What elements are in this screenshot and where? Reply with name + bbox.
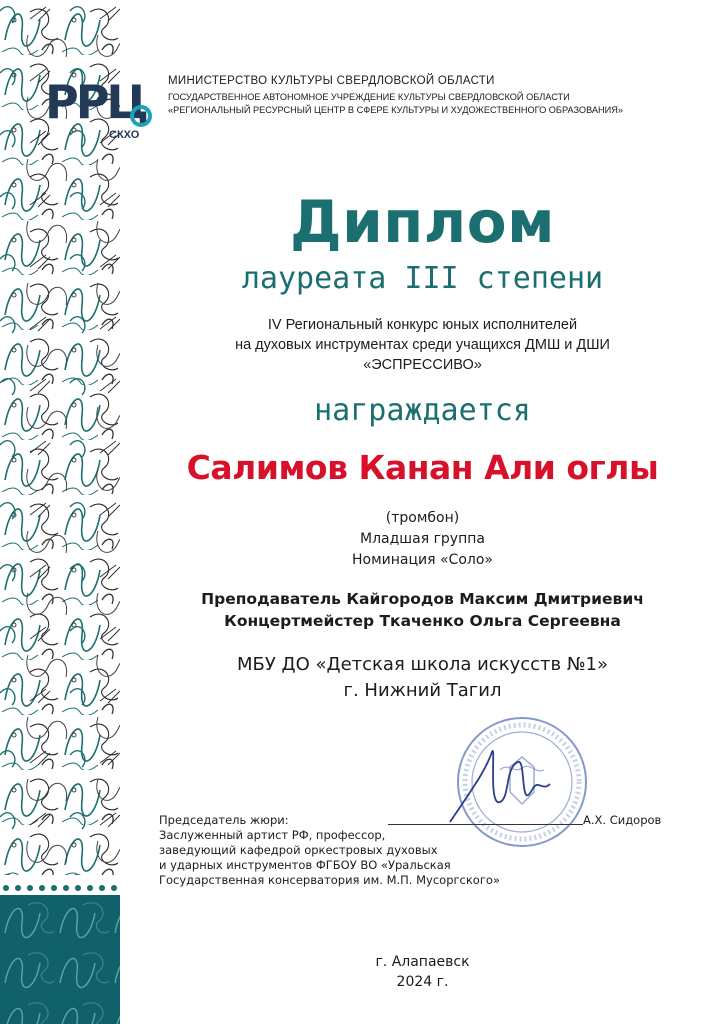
staff	[120, 588, 725, 632]
footer-year: 2024 г.	[396, 974, 449, 990]
teal-calligraphy-icon	[0, 895, 120, 1024]
footer	[120, 952, 725, 992]
diploma-title: Диплом	[289, 188, 556, 256]
jury-line4: и ударных инструментов ФГБОУ ВО «Уральская	[159, 858, 451, 872]
awarded-label: награждается	[314, 393, 531, 428]
ministry-name: МИНИСТЕРСТВО КУЛЬТУРЫ СВЕРДЛОВСКОЙ ОБЛАСТИ	[168, 75, 495, 87]
logo-sub: СКХО	[109, 129, 140, 141]
contest-line1: IV Региональный конкурс юных исполнителей	[267, 317, 578, 333]
teal-pattern-block	[0, 895, 120, 1024]
jury-chair	[159, 813, 579, 888]
footer-city: г. Алапаевск	[375, 954, 470, 970]
jury-signer: А.Х. Сидоров	[583, 813, 662, 827]
recipient-name: Салимов Канан Али оглы	[186, 448, 659, 487]
rrc-logo-icon	[45, 70, 160, 142]
dots-icon	[0, 882, 120, 894]
recipient-details	[120, 508, 725, 571]
institution-line1: ГОСУДАРСТВЕННОЕ АВТОНОМНОЕ УЧРЕЖДЕНИЕ КУЛЬТУРЫ СВЕРДЛОВСКОЙ ОБЛАСТИ	[168, 92, 570, 102]
teacher: Преподаватель Кайгородов Максим Дмитриевич	[201, 590, 644, 608]
header	[168, 75, 708, 117]
school	[120, 652, 725, 704]
contest-line2: на духовых инструментах среди учащихся ДМШ и ДШИ	[235, 337, 610, 353]
recipient-nomination: Номинация «Соло»	[352, 552, 493, 568]
dots-divider	[0, 879, 120, 891]
accompanist: Концертмейстер Ткаченко Ольга Сергеевна	[224, 612, 621, 630]
diploma-subtitle: лауреата III степени	[241, 261, 604, 296]
rrc-logo	[45, 70, 160, 142]
school-city: г. Нижний Тагил	[343, 680, 502, 701]
school-name: МБУ ДО «Детская школа искусств №1»	[236, 654, 609, 675]
logo-mark: РРЦ	[45, 75, 147, 129]
jury-line3: заведующий кафедрой оркестровых духовых	[159, 843, 438, 857]
institution-line2: «РЕГИОНАЛЬНЫЙ РЕСУРСНЫЙ ЦЕНТР В СФЕРЕ КУЛЬТУРЫ И ХУДОЖЕСТВЕННОГО ОБРАЗОВАНИЯ»	[168, 105, 624, 115]
recipient-instrument: (тромбон)	[385, 510, 460, 526]
jury-line1: Председатель жюри:	[159, 813, 289, 827]
contest-line3: «ЭСПРЕССИВО»	[363, 357, 482, 373]
contest-description	[120, 315, 725, 375]
jury-line5: Государственная консерватория им. М.П. Мусоргского»	[159, 873, 500, 887]
recipient-group: Младшая группа	[360, 531, 485, 547]
jury-line2: Заслуженный артист РФ, профессор,	[159, 828, 386, 842]
